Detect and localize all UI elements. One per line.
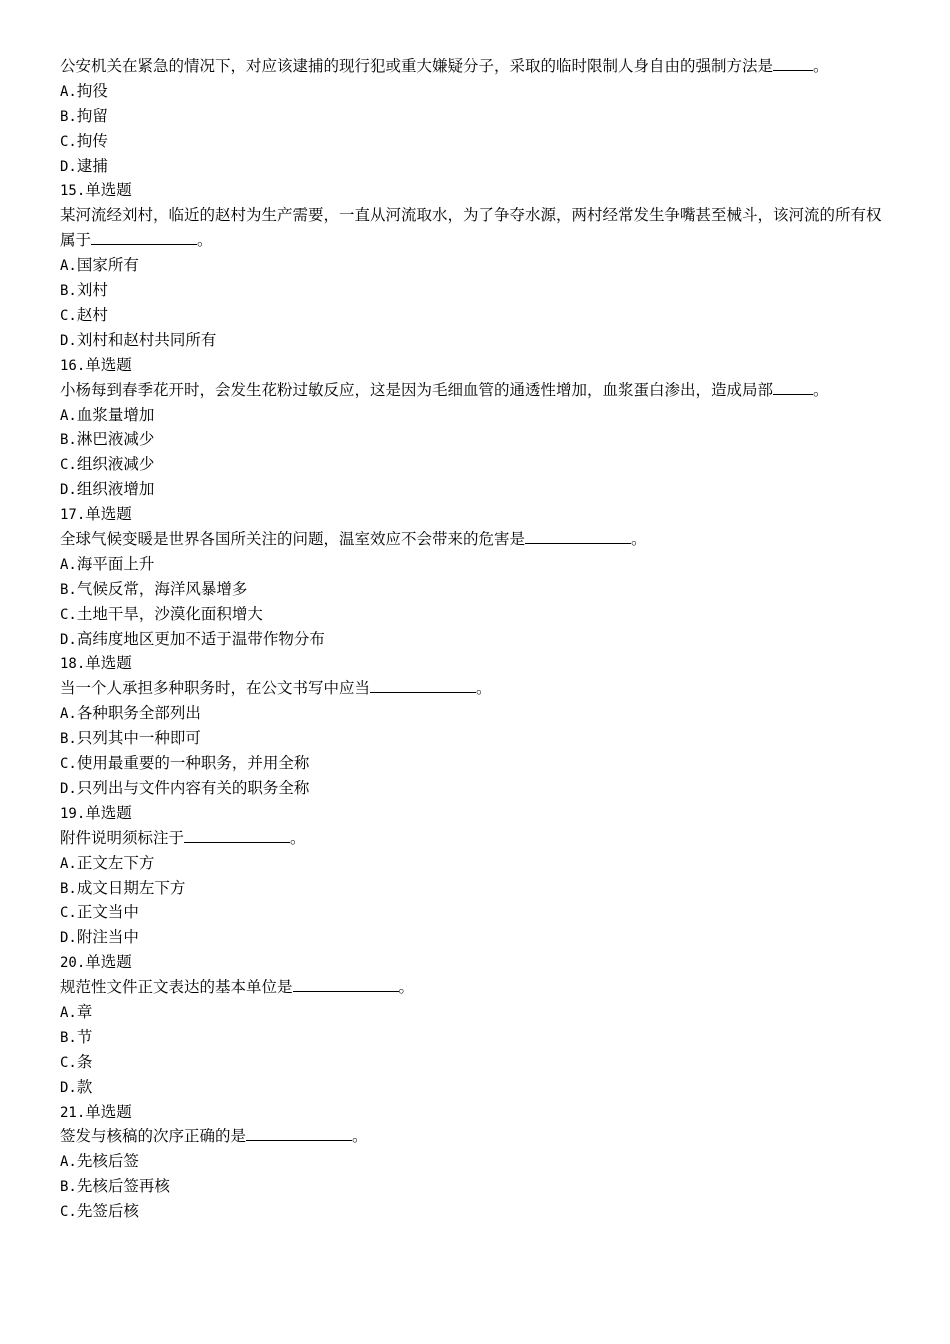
question-type: 单选题 — [85, 953, 132, 972]
option-text: 只列其中一种即可 — [76, 729, 201, 748]
question-number: 20. — [60, 955, 86, 972]
option-key: C. — [60, 457, 77, 474]
question-stem — [60, 826, 884, 851]
option-row — [60, 552, 884, 577]
option-text: 只列出与文件内容有关的职务全称 — [76, 778, 310, 797]
question-stem-text: 某河流经刘村，临近的赵村为生产需要，一直从河流取水，为了争夺水源，两村经常发生争嘴甚至械斗，该河流的所有权属于 — [60, 206, 882, 250]
option-row — [60, 328, 884, 353]
question-stem-text: 附件说明须标注于 — [60, 828, 185, 847]
option-key: B. — [60, 108, 77, 125]
option-key: D. — [60, 332, 77, 349]
answer-blank — [91, 229, 197, 245]
option-text: 刘村和赵村共同所有 — [76, 330, 217, 349]
question-stem-text: 小杨每到春季花开时，会发生花粉过敏反应，这是因为毛细血管的通透性增加，血浆蛋白渗出，造成局部 — [60, 380, 774, 399]
option-key: C. — [60, 133, 77, 150]
question-stem-end: 。 — [197, 231, 213, 250]
question-header — [60, 353, 884, 378]
question-header — [60, 1100, 884, 1125]
option-text: 先签后核 — [76, 1202, 139, 1221]
option-row — [60, 427, 884, 452]
option-text: 拘传 — [76, 131, 108, 150]
option-key: C. — [60, 307, 77, 324]
option-text: 条 — [76, 1052, 93, 1071]
question-stem-text: 签发与核稿的次序正确的是 — [60, 1127, 247, 1146]
option-key: C. — [60, 905, 77, 922]
question-stem — [60, 527, 884, 552]
option-key: D. — [60, 482, 77, 499]
option-key: B. — [60, 1029, 77, 1046]
option-key: D. — [60, 780, 77, 797]
option-key: A. — [60, 706, 77, 723]
option-row — [60, 925, 884, 950]
option-row — [60, 751, 884, 776]
option-key: D. — [60, 930, 77, 947]
option-text: 淋巴液减少 — [76, 430, 155, 449]
option-text: 正文左下方 — [76, 853, 155, 872]
question-block — [60, 54, 884, 178]
answer-blank — [370, 677, 476, 693]
document-page — [60, 54, 884, 1224]
question-stem — [60, 54, 884, 79]
option-row — [60, 104, 884, 129]
option-text: 节 — [76, 1027, 93, 1046]
answer-blank — [773, 379, 813, 395]
option-row — [60, 1000, 884, 1025]
question-stem-text: 公安机关在紧急的情况下，对应该逮捕的现行犯或重大嫌疑分子，采取的临时限制人身自由的强制方法是 — [60, 57, 774, 75]
option-row — [60, 876, 884, 901]
question-stem — [60, 1124, 884, 1149]
option-text: 款 — [76, 1077, 93, 1096]
question-stem-end: 。 — [813, 380, 829, 399]
option-row — [60, 577, 884, 602]
option-row — [60, 627, 884, 652]
option-row — [60, 726, 884, 751]
option-row — [60, 1149, 884, 1174]
option-row — [60, 129, 884, 154]
option-text: 刘村 — [76, 281, 108, 300]
option-text: 赵村 — [76, 305, 108, 324]
option-text: 组织液增加 — [76, 480, 155, 499]
option-text: 逮捕 — [76, 156, 108, 175]
option-key: B. — [60, 432, 77, 449]
question-block — [60, 950, 884, 1099]
question-stem-end: 。 — [290, 828, 306, 847]
option-row — [60, 1050, 884, 1075]
option-text: 成文日期左下方 — [76, 878, 186, 897]
question-block — [60, 651, 884, 800]
option-text: 海平面上升 — [76, 554, 155, 573]
question-type: 单选题 — [85, 803, 132, 822]
option-key: D. — [60, 158, 77, 175]
question-type: 单选题 — [85, 355, 132, 374]
option-row — [60, 403, 884, 428]
answer-blank — [184, 827, 290, 843]
option-text: 章 — [76, 1002, 93, 1021]
question-stem-text: 全球气候变暖是世界各国所关注的问题，温室效应不会带来的危害是 — [60, 529, 526, 548]
option-row — [60, 1174, 884, 1199]
option-key: C. — [60, 1204, 77, 1221]
option-row — [60, 1199, 884, 1224]
answer-blank — [246, 1125, 352, 1141]
option-key: B. — [60, 880, 77, 897]
option-key: B. — [60, 1179, 77, 1196]
option-row — [60, 851, 884, 876]
option-text: 附注当中 — [76, 928, 139, 947]
option-key: A. — [60, 855, 77, 872]
question-block — [60, 178, 884, 352]
option-text: 组织液减少 — [76, 455, 155, 474]
question-stem — [60, 975, 884, 1000]
question-header — [60, 502, 884, 527]
question-number: 18. — [60, 656, 86, 673]
option-key: B. — [60, 283, 77, 300]
option-row — [60, 1025, 884, 1050]
answer-blank — [293, 976, 399, 992]
option-text: 国家所有 — [76, 256, 139, 275]
answer-blank — [525, 528, 631, 544]
question-header — [60, 801, 884, 826]
question-stem-end: 。 — [352, 1127, 368, 1146]
option-text: 先核后签再核 — [76, 1177, 170, 1196]
question-stem — [60, 203, 884, 253]
question-number: 17. — [60, 507, 86, 524]
answer-blank — [773, 55, 813, 71]
option-key: D. — [60, 631, 77, 648]
question-number: 19. — [60, 805, 86, 822]
question-stem-end: 。 — [631, 529, 647, 548]
option-key: D. — [60, 1079, 77, 1096]
option-key: A. — [60, 407, 77, 424]
question-block — [60, 502, 884, 651]
option-row — [60, 477, 884, 502]
option-text: 土地干旱，沙漠化面积增大 — [76, 604, 263, 623]
option-key: C. — [60, 756, 77, 773]
option-text: 正文当中 — [76, 903, 139, 922]
question-stem-end: 。 — [398, 978, 415, 997]
option-text: 血浆量增加 — [76, 405, 155, 424]
option-key: B. — [60, 731, 77, 748]
option-text: 高纬度地区更加不适于温带作物分布 — [76, 629, 325, 648]
option-key: C. — [60, 1054, 77, 1071]
question-number: 15. — [60, 183, 86, 200]
option-key: B. — [60, 581, 77, 598]
option-text: 使用最重要的一种职务，并用全称 — [76, 754, 310, 773]
question-stem-end: 。 — [476, 679, 492, 698]
question-stem — [60, 378, 884, 403]
option-key: A. — [60, 258, 77, 275]
option-row — [60, 154, 884, 179]
question-header — [60, 178, 884, 203]
question-type: 单选题 — [85, 505, 132, 524]
question-block — [60, 801, 884, 950]
option-key: A. — [60, 1004, 77, 1021]
option-row — [60, 701, 884, 726]
question-header — [60, 651, 884, 676]
option-row — [60, 303, 884, 328]
option-row — [60, 602, 884, 627]
question-type: 单选题 — [85, 1102, 132, 1121]
question-number: 16. — [60, 357, 86, 374]
question-header — [60, 950, 884, 975]
question-stem-text: 规范性文件正文表达的基本单位是 — [60, 978, 293, 997]
option-key: C. — [60, 606, 77, 623]
option-text: 气候反常，海洋风暴增多 — [76, 579, 248, 598]
question-type: 单选题 — [85, 181, 132, 200]
option-row — [60, 278, 884, 303]
option-text: 先核后签 — [76, 1152, 139, 1171]
option-row — [60, 1075, 884, 1100]
question-stem — [60, 676, 884, 701]
question-stem-end: 。 — [813, 57, 829, 75]
option-row — [60, 900, 884, 925]
question-block — [60, 1100, 884, 1224]
option-text: 拘留 — [76, 106, 108, 125]
question-number: 21. — [60, 1104, 86, 1121]
option-text: 各种职务全部列出 — [76, 704, 201, 723]
option-row — [60, 452, 884, 477]
option-row — [60, 79, 884, 104]
option-key: A. — [60, 556, 77, 573]
option-row — [60, 253, 884, 278]
question-stem-text: 当一个人承担多种职务时，在公文书写中应当 — [60, 679, 371, 698]
question-block — [60, 353, 884, 502]
option-text: 拘役 — [76, 81, 108, 100]
option-key: A. — [60, 83, 77, 100]
question-type: 单选题 — [85, 654, 132, 673]
option-row — [60, 776, 884, 801]
option-key: A. — [60, 1154, 77, 1171]
